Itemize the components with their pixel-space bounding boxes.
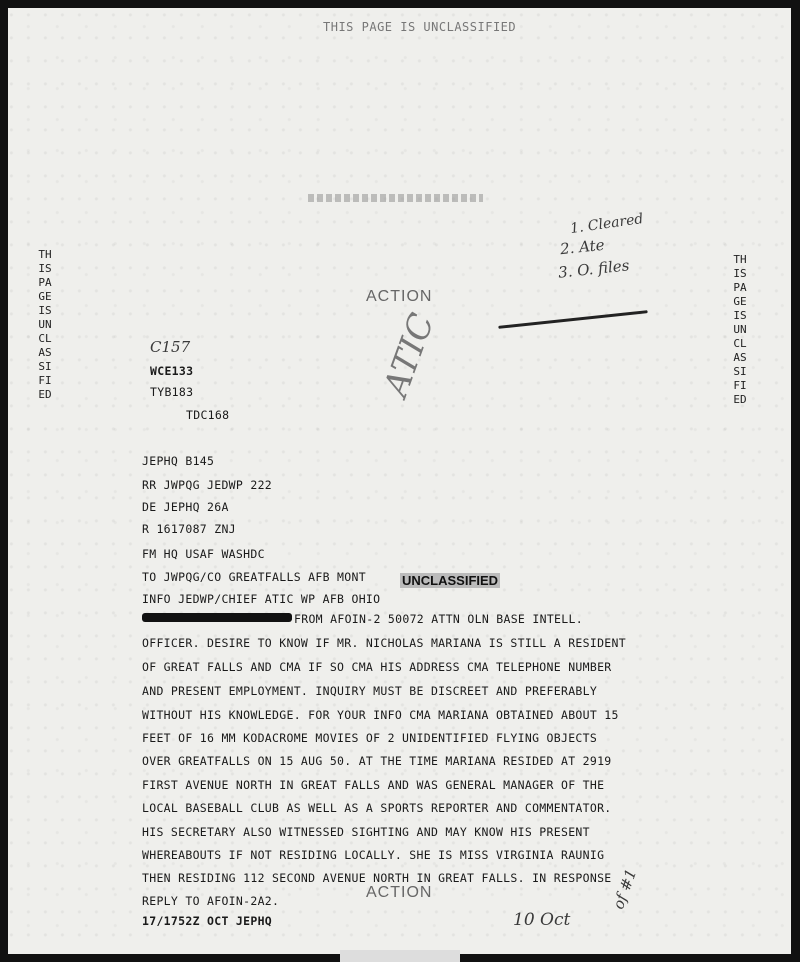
action-stamp-bottom: ACTION — [366, 884, 433, 901]
message-line: WCE133 — [150, 364, 194, 378]
body-line: AND PRESENT EMPLOYMENT. INQUIRY MUST BE DISCREET AND PREFERABLY — [142, 684, 598, 698]
body-line: OF GREAT FALLS AND CMA IF SO CMA HIS ADDRESS CMA TELEPHONE NUMBER — [142, 660, 612, 674]
body-line: OVER GREATFALLS ON 15 AUG 50. AT THE TIME MARIANA RESIDED AT 2919 — [142, 754, 612, 768]
body-line: FEET OF 16 MM KODACROME MOVIES OF 2 UNIDENTIFIED FLYING OBJECTS — [142, 731, 598, 745]
copy-note: of #1 — [609, 866, 641, 912]
body-line: WITHOUT HIS KNOWLEDGE. FOR YOUR INFO CMA MARIANA OBTAINED ABOUT 15 — [142, 708, 619, 722]
routing-note-1: 1. Cleared — [569, 210, 645, 238]
routing-note-3: 3. O. files — [557, 256, 631, 282]
body-line: REPLY TO AFOIN-2A2. — [142, 894, 280, 908]
right-margin-classification: THIS PAGE IS UNCLASSIFIED — [733, 253, 747, 406]
left-margin-classification: THIS PAGE IS UNCLASSIFIED — [38, 248, 52, 401]
unclassified-stamp: UNCLASSIFIED — [402, 573, 499, 588]
message-line: RR JWPQG JEDWP 222 — [142, 478, 273, 492]
body-line: OFFICER. DESIRE TO KNOW IF MR. NICHOLAS MARIANA IS STILL A RESIDENT — [142, 636, 626, 650]
case-number-note: C157 — [150, 338, 191, 356]
body-line: LOCAL BASEBALL CLUB AS WELL AS A SPORTS REPORTER AND COMMENTATOR. — [142, 801, 612, 815]
classification-header: THIS PAGE IS UNCLASSIFIED — [323, 20, 517, 34]
message-line: TDC168 — [186, 408, 230, 422]
message-line: JEPHQ B145 — [142, 454, 215, 468]
redaction-mark — [142, 613, 292, 622]
date-note: 10 Oct — [513, 910, 571, 930]
atic-handwritten: ATIC — [376, 308, 443, 402]
body-line: THEN RESIDING 112 SECOND AVENUE NORTH IN GREAT FALLS. IN RESPONSE — [142, 871, 612, 885]
scan-edge-tab — [340, 950, 460, 962]
body-line: FROM AFOIN-2 50072 ATTN OLN BASE INTELL. — [294, 612, 583, 626]
document-page — [8, 8, 791, 954]
action-stamp-top: ACTION — [366, 288, 433, 305]
pen-stroke — [498, 310, 647, 329]
faded-classification-line — [308, 194, 483, 202]
message-footer: 17/1752Z OCT JEPHQ — [142, 914, 273, 928]
message-line: INFO JEDWP/CHIEF ATIC WP AFB OHIO — [142, 592, 381, 606]
body-line: WHEREABOUTS IF NOT RESIDING LOCALLY. SHE IS MISS VIRGINIA RAUNIG — [142, 848, 605, 862]
routing-note-2: 2. Ate — [559, 235, 606, 259]
body-line: HIS SECRETARY ALSO WITNESSED SIGHTING AND MAY KNOW HIS PRESENT — [142, 825, 590, 839]
body-line: FIRST AVENUE NORTH IN GREAT FALLS AND WAS GENERAL MANAGER OF THE — [142, 778, 605, 792]
message-line: FM HQ USAF WASHDC — [142, 547, 265, 561]
message-line: DE JEPHQ 26A — [142, 500, 229, 514]
message-line: TYB183 — [150, 385, 194, 399]
message-line: R 1617087 ZNJ — [142, 522, 236, 536]
message-line: TO JWPQG/CO GREATFALLS AFB MONT — [142, 570, 366, 584]
